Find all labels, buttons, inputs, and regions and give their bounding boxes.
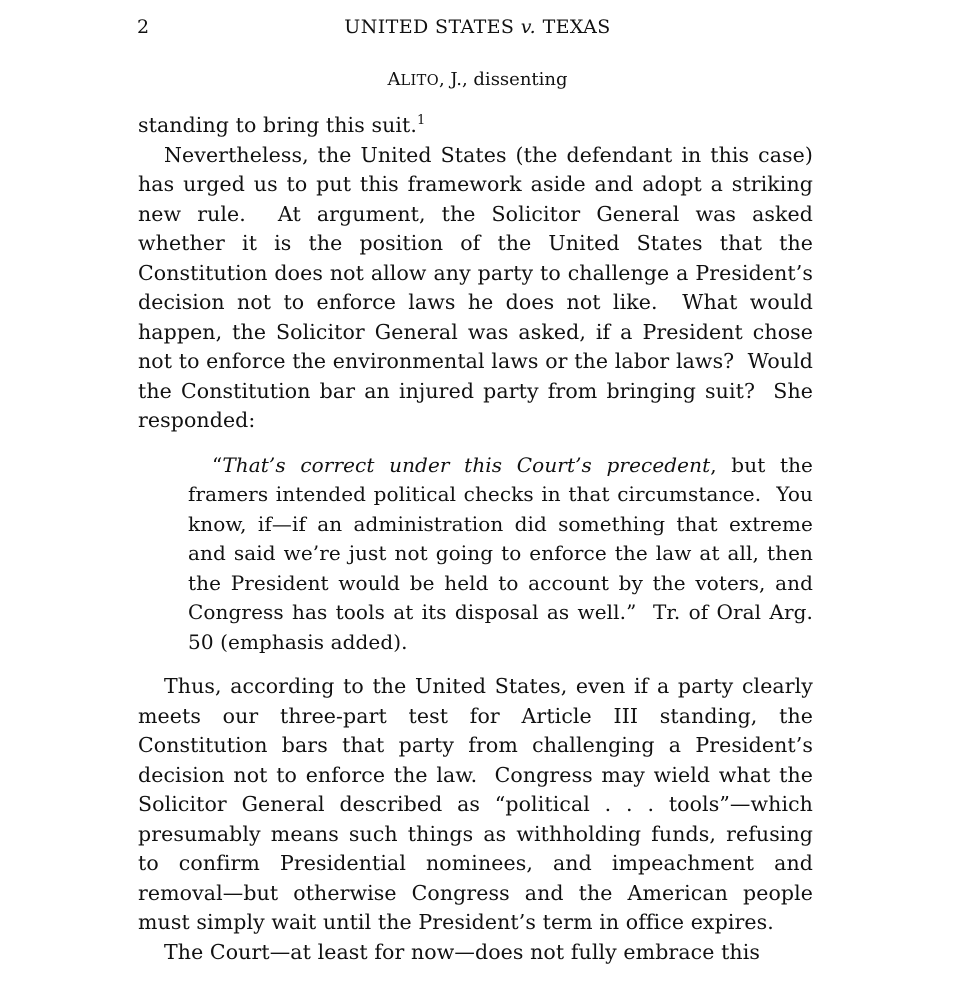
case-title-left: UNITED STATES [344,16,515,38]
oral-argument-quote-text [188,451,820,658]
opinion-attribution [0,69,955,92]
paragraph-nevertheless-text: Nevertheless, the United States (the defendant in this case) has urged us to put this framework aside and adopt a striking new rule. At argument, the Solicitor General was asked whether it is the position of the United States that the Constitution does not allow any party to challenge a President’s decision not to enforce laws he does not like. What would happen, the Solicitor General was asked, if a President chose not to enforce the environmental laws or the labor laws? Would the Constitution bar an injured party from bringing suit? She responded: [138,142,820,432]
quote-remainder-text: , but the framers intended political checks in that circumstance. You know, if—if an administration did something that extreme and said we’re just not going to enforce the law at all, then the President would be held to account by the voters, and Congress has tools at its disposal as well.” Tr. of Oral Arg. 50 (emphasis added). [188,452,820,654]
quote-open-mark: “ [212,452,223,477]
paragraph-nevertheless [138,141,820,436]
attribution-suffix: , J., dissenting [438,69,568,90]
paragraph-the-court [138,938,813,968]
quote-emphasized-text: That’s correct under this Court’s precedent [222,452,711,477]
paragraph-thus [138,672,820,938]
justice-name-initial: A [387,69,401,90]
footnote-marker: 1 [417,113,426,129]
page-number: 2 [137,16,150,38]
paragraph-thus-text: Thus, according to the United States, even if a party clearly meets our three-part test for Article III standing, the Constitution bars that party from challenging a President’s decision not to enforce the law. Congress may wield what the Solicitor General described as “political . . . tools”—which presumably means such things as withholding funds, refusing to confirm Presidential nominees, and impeachment and removal—but otherwise Congress and the American people must simply wait until the President’s term in office expires. [138,674,820,934]
paragraph-the-court-text: The Court—at least for now—does not fully embrace this [164,939,760,964]
oral-argument-quote [188,451,820,658]
paragraph-continuation-text: standing to bring this suit. [138,113,417,137]
paragraph-continuation [138,111,813,141]
justice-name-smallcaps: LITO [400,73,439,89]
case-title-right: TEXAS [542,16,611,38]
opinion-body [138,111,820,967]
case-title-versus: v. [520,16,537,38]
running-head [0,0,955,43]
